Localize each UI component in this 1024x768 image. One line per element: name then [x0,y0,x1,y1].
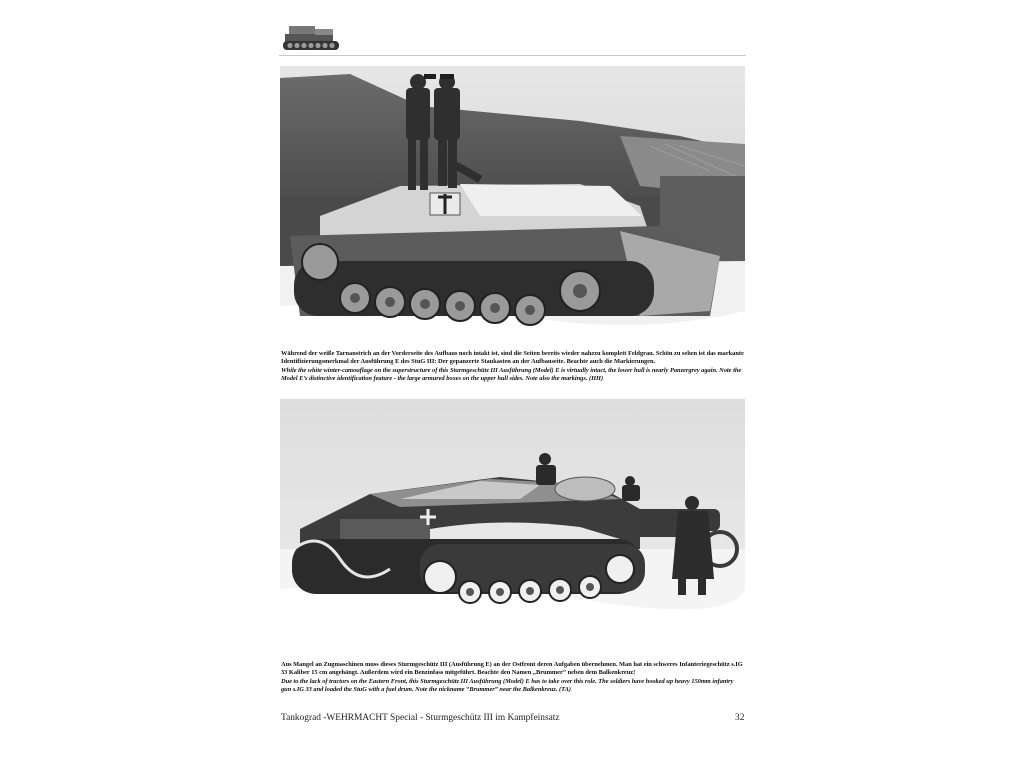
photo-caption-2 [281,661,745,695]
caption-german: Aus Mangel an Zugmaschinen muss dieses Sturmgeschütz III (Ausführung E) an der Ostfront deren Aufgaben übernehmen. Man hat ein schweres Infanteriegeschütz s.IG 33 Kaliber 15 cm angehängt. Außerdem wird ein Benzinfass mitgeführt. Beachte den Namen „Brummer“ neben dem Balkenkreuz! [281,661,743,677]
photo-stug-towing-gun-snow [280,399,745,658]
photo-caption-1 [281,350,745,384]
photo-stug-winter-village [280,66,745,346]
tank-silhouette-icon [281,20,343,54]
page-number: 32 [735,713,745,723]
caption-german: Während der weiße Tarnanstrich an der Vorderseite des Aufbaus noch intakt ist, sind die Seiten bereits wieder nahezu komplett Feldgrau. Schön zu sehen ist das markante Identifizierungsmerkmal der Ausführung E des StuG III: Der gepanzerte Staukasten an der Aufbauseite. Beachte auch die Markierungen. [281,350,744,366]
header-divider [279,55,746,56]
footer-book-title: Tankograd -WEHRMACHT Special - Sturmgeschütz III im Kampfeinsatz [281,713,560,723]
caption-english: Due to the lack of tractors on the Eastern Front, this Sturmgeschütz III Ausführung (Model) E has to take over this role. The soldiers have hooked up heavy 150mm infantry gun s.IG 33 and loaded the StuG with a fuel drum. Note the nickname “Brummer” near the Balkenkreuz. (TA) [281,677,734,694]
caption-english: While the white winter-camouflage on the superstructure of this Sturmgeschütz III Ausführung (Model) E is virtually intact, the lower hull is nearly Panzergrey again. Note the Model E’s distinctive identification feature - the large armured boxes on the upper hull sides. Note also the markings. (HH) [281,366,742,383]
